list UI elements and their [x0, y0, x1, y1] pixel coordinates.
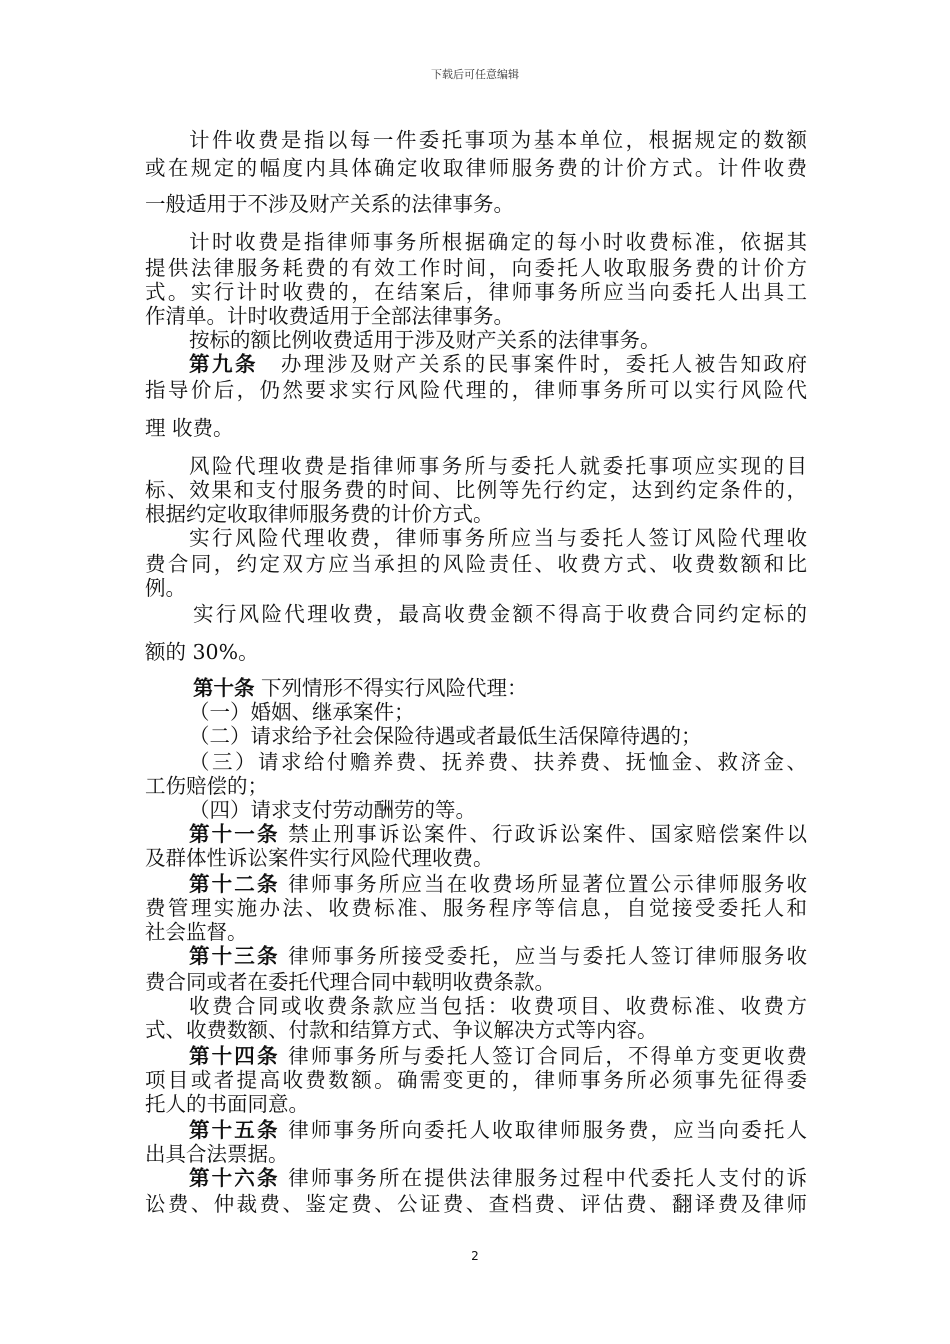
article-line: [145, 822, 807, 846]
article-number: 第十五条: [189, 1118, 280, 1142]
line-text: （三）请求给付赡养费、抚养费、扶养费、抚恤金、救济金、: [189, 750, 807, 774]
text-line: [145, 128, 807, 152]
text-line: [145, 156, 807, 180]
page-header: 下载后可任意编辑: [431, 68, 519, 81]
line-text: 提供法律服务耗费的有效工作时间，向委托人收取服务费的计价方: [145, 256, 807, 280]
text-line: [145, 526, 807, 550]
text-line: [145, 774, 268, 798]
line-text: 式。实行计时收费的，在结案后，律师事务所应当向委托人出具工: [145, 280, 807, 304]
line-text: 办理涉及财产关系的民事案件时，委托人被告知政府: [257, 352, 808, 376]
text-line: [145, 454, 807, 478]
line-text: 标、效果和支付服务费的时间、比例等先行约定，达到约定条件的，: [145, 478, 807, 502]
text-line: [145, 798, 476, 822]
line-text: 讼费、仲裁费、鉴定费、公证费、查档费、评估费、翻译费及律师: [145, 1192, 807, 1216]
text-line: [145, 1192, 807, 1216]
line-text: 理 收费。: [145, 416, 234, 440]
article-number: 第十三条: [189, 944, 280, 968]
article-line: [145, 1044, 807, 1068]
line-text: 费管理实施办法、收费标准、服务程序等信息，自觉接受委托人和: [145, 896, 807, 920]
line-text: 指导价后，仍然要求实行风险代理的，律师事务所可以实行风险代: [145, 378, 807, 402]
line-text: 律师事务所与委托人签订合同后，不得单方变更收费: [279, 1044, 808, 1068]
text-line: [145, 724, 702, 748]
line-text: 及群体性诉讼案件实行风险代理收费。: [145, 846, 494, 870]
line-text: 额的 30%。: [145, 640, 259, 664]
line-text: 费合同，约定双方应当承担的风险责任、收费方式、收费数额和比: [145, 552, 807, 576]
article-line: [145, 1166, 807, 1190]
page-number: 2: [471, 1249, 479, 1263]
text-line: [145, 1092, 309, 1116]
line-text: （二）请求给予社会保险待遇或者最低生活保障待遇的；: [189, 724, 702, 748]
text-line: [145, 230, 807, 254]
text-line: [145, 994, 807, 1018]
line-text: 实行风险代理收费，最高收费金额不得高于收费合同约定标的: [193, 602, 807, 626]
line-text: 风险代理收费是指律师事务所与委托人就委托事项应实现的目: [189, 454, 807, 478]
line-text: 下列情形不得实行风险代理：: [254, 676, 528, 700]
article-number: 第十二条: [189, 872, 280, 896]
text-line: [145, 328, 661, 352]
article-number: 第十条: [193, 676, 255, 700]
text-line: [145, 256, 807, 280]
article-line: [145, 944, 807, 968]
text-line: [145, 1068, 807, 1092]
line-text: 出具合法票据。: [145, 1142, 289, 1166]
line-text: 律师事务所接受委托，应当与委托人签订律师服务收: [279, 944, 808, 968]
line-text: 费合同或者在委托代理合同中载明收费条款。: [145, 970, 555, 994]
line-text: 根据约定收取律师服务费的计价方式。: [145, 502, 494, 526]
article-number: 第十一条: [189, 822, 280, 846]
line-text: 按标的额比例收费适用于涉及财产关系的法律事务。: [189, 328, 661, 352]
line-text: 项目或者提高收费数额。确需变更的，律师事务所必须事先征得委: [145, 1068, 807, 1092]
text-line: [145, 478, 807, 502]
line-text: 或在规定的幅度内具体确定收取律师服务费的计价方式。计件收费: [145, 156, 807, 180]
line-text: 律师事务所向委托人收取律师服务费，应当向委托人: [279, 1118, 808, 1142]
line-text: 式、收费数额、付款和结算方式、争议解决方式等内容。: [145, 1018, 658, 1042]
text-line: [145, 640, 259, 664]
article-number: 第十四条: [189, 1044, 280, 1068]
line-text: 作清单。计时收费适用于全部法律事务。: [145, 304, 514, 328]
text-line: [145, 602, 807, 626]
text-line: [145, 192, 514, 216]
line-text: 计时收费是指律师事务所根据确定的每小时收费标准，依据其: [189, 230, 807, 254]
article-line: [145, 1118, 807, 1142]
line-text: 工伤赔偿的；: [145, 774, 268, 798]
text-line: [145, 846, 494, 870]
article-line: [145, 352, 807, 376]
line-text: （一）婚姻、继承案件；: [189, 700, 415, 724]
article-number: 第九条: [189, 352, 258, 376]
line-text: 禁止刑事诉讼案件、行政诉讼案件、国家赔偿案件以: [279, 822, 808, 846]
line-text: 社会监督。: [145, 920, 248, 944]
text-line: [145, 378, 807, 402]
line-text: 计件收费是指以每一件委托事项为基本单位，根据规定的数额: [189, 128, 807, 152]
text-line: [145, 896, 807, 920]
text-line: [145, 1018, 658, 1042]
line-text: 律师事务所应当在收费场所显著位置公示律师服务收: [279, 872, 808, 896]
line-text: 收费合同或收费条款应当包括：收费项目、收费标准、收费方: [189, 994, 807, 1018]
text-line: [145, 700, 415, 724]
text-line: [145, 920, 248, 944]
text-line: [145, 280, 807, 304]
text-line: [145, 750, 807, 774]
article-number: 第十六条: [189, 1166, 280, 1190]
text-line: [145, 552, 807, 576]
text-line: [145, 970, 555, 994]
text-line: [145, 1142, 289, 1166]
text-line: [145, 576, 186, 600]
article-line: [145, 872, 807, 896]
article-line: [145, 676, 528, 700]
line-text: 律师事务所在提供法律服务过程中代委托人支付的诉: [279, 1166, 808, 1190]
line-text: 实行风险代理收费，律师事务所应当与委托人签订风险代理收: [189, 526, 807, 550]
line-text: （四）请求支付劳动酬劳的等。: [189, 798, 476, 822]
line-text: 例。: [145, 576, 186, 600]
text-line: [145, 304, 514, 328]
text-line: [145, 502, 494, 526]
line-text: 托人的书面同意。: [145, 1092, 309, 1116]
line-text: 一般适用于不涉及财产关系的法律事务。: [145, 192, 514, 216]
text-line: [145, 416, 234, 440]
